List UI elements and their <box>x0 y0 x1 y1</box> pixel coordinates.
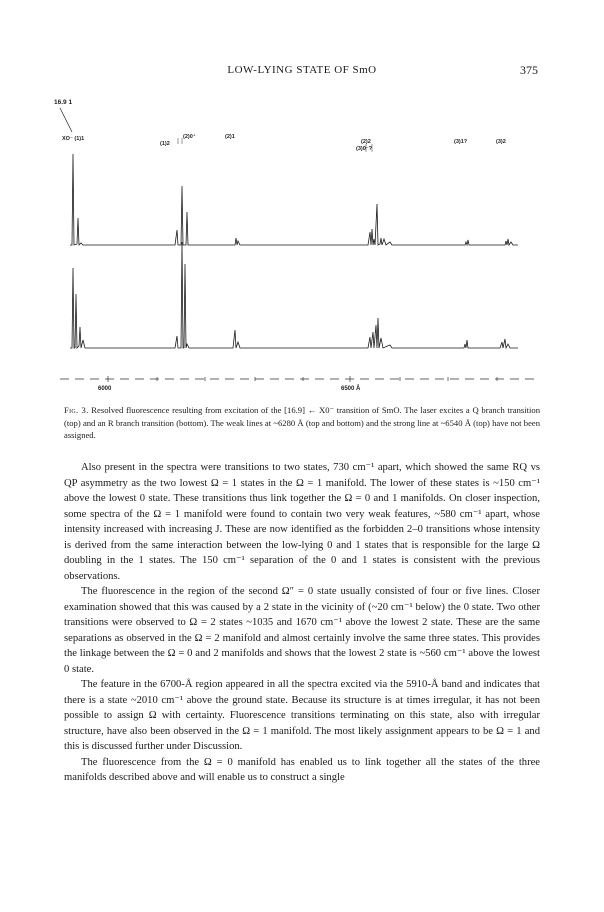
band-label-8: (3)2 <box>496 139 506 145</box>
axis-tick-6500: 6500 Å <box>341 386 361 392</box>
bottom-spectrum-trace <box>70 242 518 348</box>
figure-caption <box>64 404 540 442</box>
band-label-5: (2)2 <box>361 139 371 145</box>
axis-tick-6000: 6000 <box>98 386 112 392</box>
paragraph: The feature in the 6700-Å region appeared in all the spectra excited via the 5910-Å band and indicates that there is a state ~2010 cm⁻¹ above the ground state. Because its structure is at times irregular, it has not been possible to assign Ω with certainty. Fluorescence transitions terminating on this state, also with irregular structure, have also been observed in the Ω = 1 manifold. The most likely assignment appears to be Ω = 1 and this is discussed further under Discussion. <box>64 679 540 752</box>
running-title: LOW-LYING STATE OF SmO <box>227 64 377 76</box>
level-label: 16.9 1 <box>54 99 73 106</box>
paragraph: The fluorescence in the region of the second Ω″ = 0 state usually consisted of four or five lines. Closer examination showed that this was caused by a 2 state in the vicinity of (~20 cm⁻¹ below) the 0 state. Two other transitions were observed to Ω = 2 states ~1035 and 1670 cm⁻¹ above the lowest 2 state. These are the same separations as observed in the Ω = 2 manifold and almost certainly involve the same three states. This provides the linkage between the Ω = 0 and 2 manifolds and shows that the lowest 2 state is ~560 cm⁻¹ above the lowest 0 state. <box>64 586 540 675</box>
fluorescence-spectrum-figure <box>50 92 550 392</box>
body-text <box>64 460 540 786</box>
band-label-4: (2)1 <box>225 134 235 140</box>
page-number: 375 <box>520 63 538 77</box>
band-label-6: (3)0⁻? <box>356 146 373 152</box>
level-arrow <box>60 108 72 132</box>
label-bracket-marks <box>178 138 372 152</box>
band-label-7: (3)1? <box>454 139 468 145</box>
paragraph: The fluorescence from the Ω = 0 manifold has enabled us to link together all the states of the three manifolds described above and will enable us to construct a single <box>64 756 540 783</box>
caption-label: Fig. 3. <box>64 405 89 415</box>
band-label-3: (2)0⁺ <box>183 134 196 140</box>
caption-text: Resolved fluorescence resulting from excitation of the [16.9] ← X0⁻ transition of SmO. The laser excites a Q branch transition (top) and an R branch transition (bottom). The weak lines at ~6280 Å (top and bottom) and the strong line at ~6540 Å (top) have not been assigned. <box>64 405 541 440</box>
paragraph: Also present in the spectra were transitions to two states, 730 cm⁻¹ apart, which showed the same RQ vs QP asymmetry as the two lowest Ω = 1 states in the Ω = 1 manifold. The lower of these states is ~150 cm⁻¹ above the lowest 0 state. These transitions thus link together the Ω = 0 and 1 manifolds. On closer inspection, some spectra of the Ω = 1 manifold were found to contain two very weak features, ~580 cm⁻¹ apart, whose intensity increased with increasing J. These are now identified as the forbidden 2–0 transitions whose intensity is derived from the same interaction between the low-lying 0 and 1 states that is responsible for the large Ω doubling in the 1 states. The 150 cm⁻¹ separation of the 0 and 1 states is consistent with the previous observations. <box>64 462 541 582</box>
band-label-1: XO⁻ (1)1 <box>62 136 85 142</box>
top-spectrum-trace <box>70 154 518 245</box>
band-label-2: (1)2 <box>160 141 170 147</box>
